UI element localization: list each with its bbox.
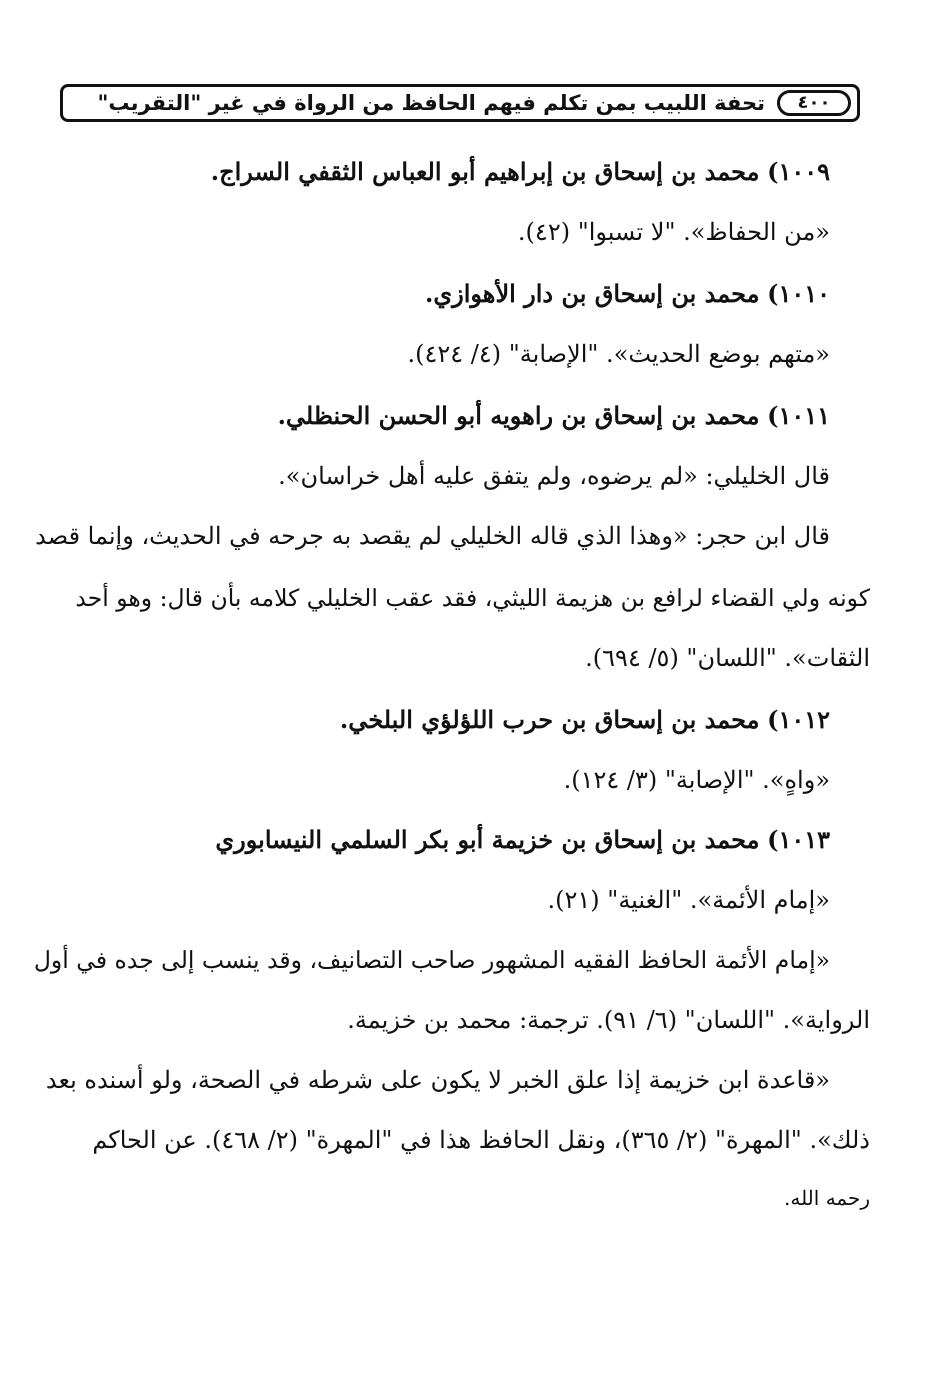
text-line: «إمام الأئمة». "الغنية" (٢١). bbox=[547, 886, 830, 914]
text-line: الثقات». "اللسان" (٥/ ٦٩٤). bbox=[585, 644, 870, 672]
entry-1011 bbox=[278, 396, 830, 436]
entry-1010 bbox=[425, 274, 830, 314]
entry-name: محمد بن إسحاق بن خزيمة أبو بكر السلمي النيسابوري bbox=[215, 825, 760, 854]
page-header bbox=[60, 84, 860, 122]
entry-name: محمد بن إسحاق بن دار الأهوازي. bbox=[424, 279, 760, 308]
entry-name: محمد بن إسحاق بن راهويه أبو الحسن الحنظلي. bbox=[277, 401, 760, 430]
entry-number: ١٠١٣) bbox=[767, 825, 830, 854]
text-line: الرواية». "اللسان" (٦/ ٩١). ترجمة: محمد بن خزيمة. bbox=[347, 1006, 870, 1034]
entry-number: ١٠١٠) bbox=[767, 279, 830, 308]
entry-name: محمد بن إسحاق بن إبراهيم أبو العباس الثقفي السراج. bbox=[210, 157, 760, 186]
text-line: كونه ولي القضاء لرافع بن هزيمة الليثي، فقد عقب الخليلي كلامه بأن قال: وهو أحد bbox=[75, 584, 870, 612]
entry-name: محمد بن إسحاق بن حرب اللؤلؤي البلخي. bbox=[339, 705, 760, 734]
entry-number: ١٠١٢) bbox=[767, 705, 830, 734]
text-line: «واهٍ». "الإصابة" (٣/ ١٢٤). bbox=[563, 766, 830, 794]
page-number: ٤٠٠ bbox=[777, 90, 851, 116]
text-line: «من الحفاظ». "لا تسبوا" (٤٢). bbox=[517, 218, 830, 246]
entry-1009 bbox=[211, 152, 830, 192]
entry-number: ١٠١١) bbox=[767, 401, 830, 430]
entry-1013 bbox=[215, 820, 830, 860]
text-line: «قاعدة ابن خزيمة إذا علق الخبر لا يكون على شرطه في الصحة، ولو أسنده بعد bbox=[45, 1066, 830, 1094]
text-line: قال ابن حجر: «وهذا الذي قاله الخليلي لم يقصد به جرحه في الحديث، وإنما قصد bbox=[35, 522, 830, 550]
entry-1012 bbox=[340, 700, 830, 740]
text-line: قال الخليلي: «لم يرضوه، ولم يتفق عليه أهل خراسان». bbox=[278, 462, 830, 490]
text-line: «متهم بوضع الحديث». "الإصابة" (٤/ ٤٢٤). bbox=[407, 340, 830, 368]
text-line: ذلك». "المهرة" (٢/ ٣٦٥)، ونقل الحافظ هذا في "المهرة" (٢/ ٤٦٨). عن الحاكم bbox=[92, 1126, 870, 1154]
running-title: تحفة اللبيب بمن تكلم فيهم الحافظ من الرواة في غير "التقريب" bbox=[97, 91, 765, 115]
text-line: «إمام الأئمة الحافظ الفقيه المشهور صاحب التصانيف، وقد ينسب إلى جده في أول bbox=[33, 946, 830, 974]
entry-number: ١٠٠٩) bbox=[767, 157, 830, 186]
honorific: رحمه الله. bbox=[783, 1186, 870, 1210]
